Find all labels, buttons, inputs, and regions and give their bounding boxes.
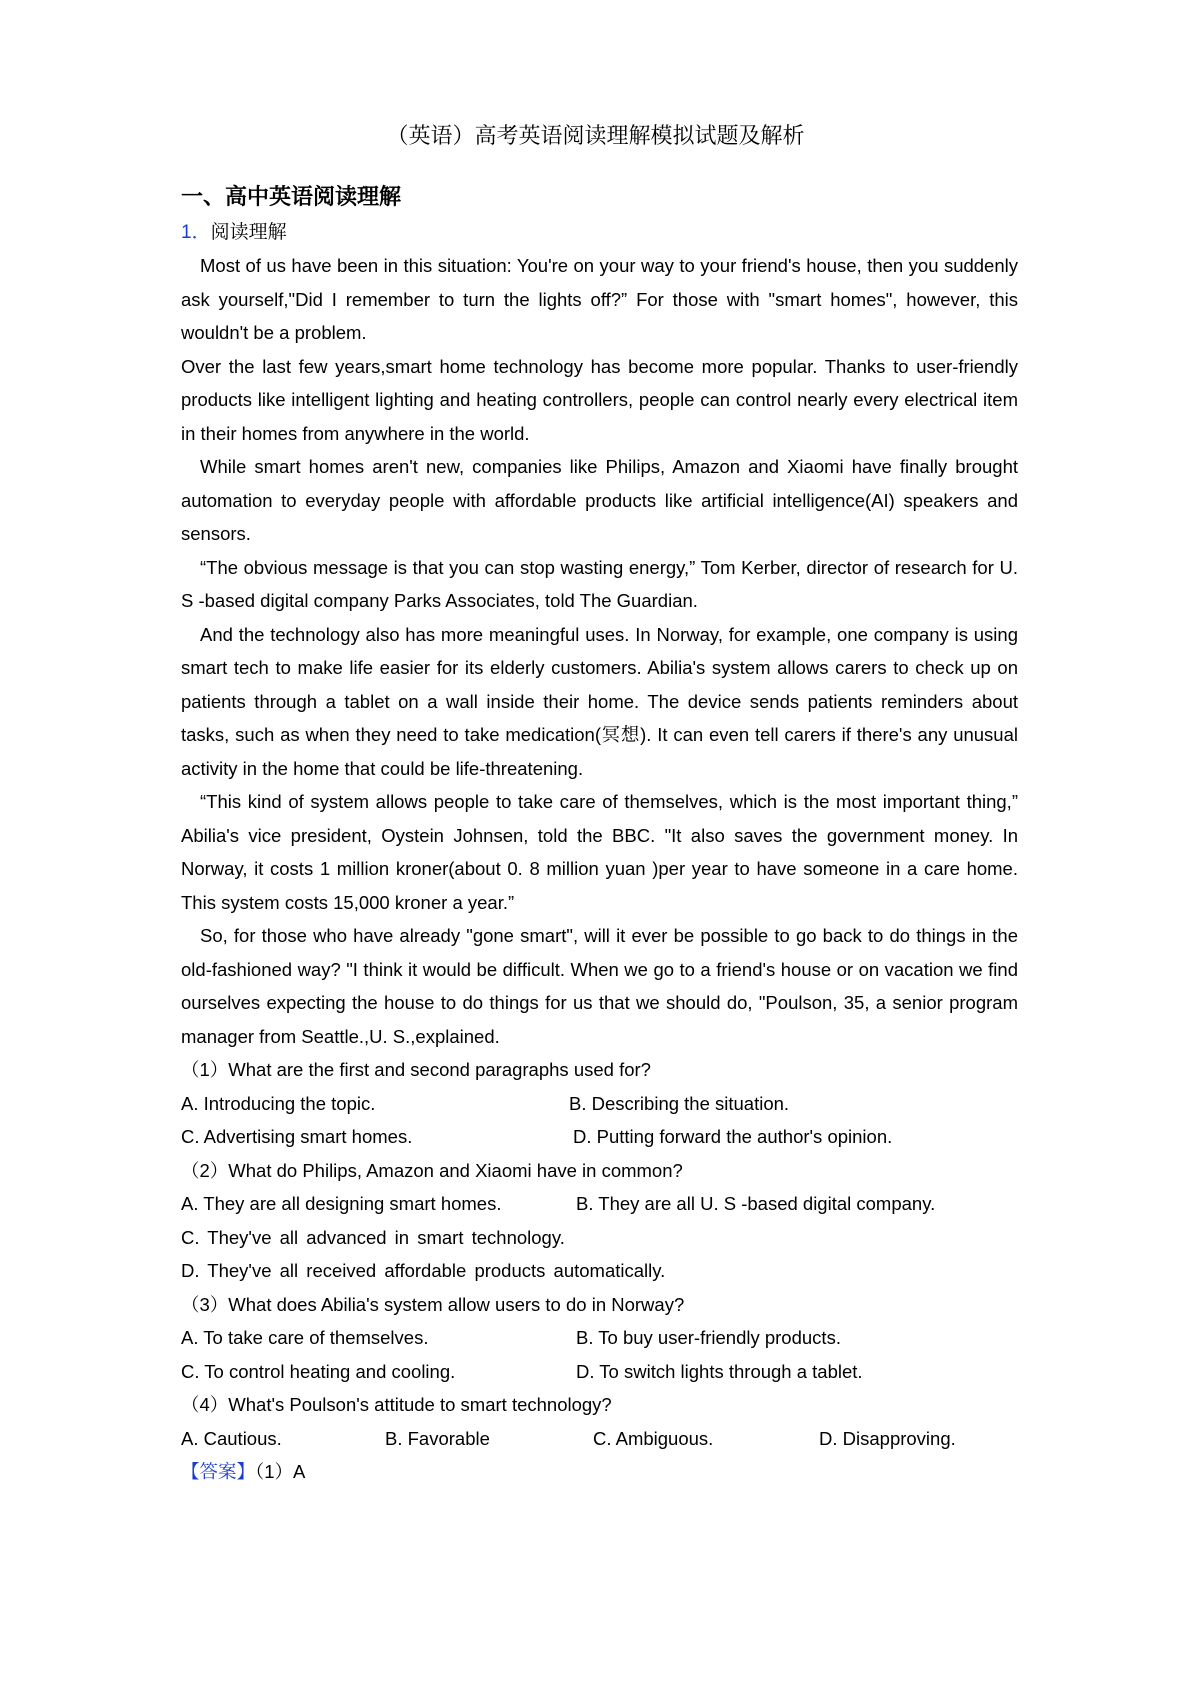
option-b: B. Favorable — [385, 1427, 490, 1449]
paragraph: So, for those who have already "gone smart", will it ever be possible to go back to do things in the old-fashioned way? "I think it would be difficult. When we go to a friend's house or on vacation we find ourselves expecting the house to do things for us that we should do, "Poulson, 35, a senior program manager from Seattle.,U. S.,explained. — [181, 925, 1018, 1047]
option-c: C. Ambiguous. — [593, 1427, 714, 1449]
option-row — [181, 1321, 1018, 1355]
question-header — [181, 219, 287, 246]
option-d: D. Disapproving. — [819, 1427, 956, 1449]
answer-tag: 【答案】 — [181, 1461, 256, 1482]
paragraph: “This kind of system allows people to take care of themselves, which is the most important thing,” Abilia's vice president, Oystein Johnsen, told the BBC. "It also saves the government money. In Norway, it costs 1 million kroner(about 0. 8 million yuan )per year to have someone in a care home. This system costs 15,000 kroner a year.” — [181, 791, 1018, 913]
option-row — [181, 1422, 1018, 1456]
option-d: D. Putting forward the author's opinion. — [573, 1126, 893, 1147]
option-c: C. Advertising smart homes. — [181, 1126, 413, 1147]
paragraph: While smart homes aren't new, companies like Philips, Amazon and Xiaomi have finally brought automation to everyday people with affordable products like artificial intelligence(AI) speakers and sensors. — [181, 456, 1018, 544]
option-c: C. They've all advanced in smart technology. — [181, 1226, 565, 1248]
section-heading: 一、高中英语阅读理解 — [181, 185, 402, 210]
question-type: 阅读理解 — [210, 221, 287, 243]
paragraph: “The obvious message is that you can stop wasting energy,” Tom Kerber, director of research for U. S -based digital company Parks Associates, told The Guardian. — [181, 556, 1018, 611]
option-d: D. To switch lights through a tablet. — [576, 1360, 863, 1382]
option-row — [181, 1187, 1018, 1221]
paragraph: Over the last few years,smart home technology has become more popular. Thanks to user-friendly products like intelligent lighting and heating controllers, people can control nearly every electrical item in their homes from anywhere in the world. — [181, 355, 1018, 444]
option-row — [181, 1221, 1018, 1288]
option-b: B. To buy user-friendly products. — [576, 1327, 841, 1348]
question-stem: （3）What does Abilia's system allow users to do in Norway? — [181, 1293, 685, 1315]
option-b: B. They are all U. S -based digital company. — [576, 1193, 936, 1214]
option-a: A. Introducing the topic. — [181, 1092, 376, 1114]
paragraph: Most of us have been in this situation: You're on your way to your friend's house, then you suddenly ask yourself,"Did I remember to turn the lights off?” For those with "smart homes", however, this wouldn't be a problem. — [181, 255, 1018, 343]
option-row — [181, 1355, 1018, 1389]
option-a: A. To take care of themselves. — [181, 1327, 429, 1348]
document-title: （英语）高考英语阅读理解模拟试题及解析 — [386, 124, 805, 149]
option-row — [181, 1087, 1018, 1121]
option-d: D. They've all received affordable products automatically. — [181, 1260, 666, 1281]
question-number: 1． — [181, 222, 211, 243]
question-stem: （1）What are the first and second paragraphs used for? — [181, 1059, 651, 1080]
answer-line — [181, 1455, 1018, 1489]
answer-text: （1）A — [255, 1461, 306, 1482]
option-c: C. To control heating and cooling. — [181, 1360, 456, 1382]
question-stem: （2）What do Philips, Amazon and Xiaomi have in common? — [181, 1159, 683, 1181]
option-a: A. They are all designing smart homes. — [181, 1193, 502, 1214]
passage-and-questions — [181, 249, 1018, 1489]
paragraph: And the technology also has more meaningful uses. In Norway, for example, one company is using smart tech to make life easier for its elderly customers. Abilia's system allows carers to check up on patients through a tablet on a wall inside their home. The device sends patients reminders about tasks, such as when they need to take medication(冥想). It can even tell carers if there's any unusual activity in the home that could be life-threatening. — [181, 623, 1018, 779]
option-a: A. Cautious. — [181, 1427, 282, 1449]
option-row — [181, 1120, 1018, 1154]
option-b: B. Describing the situation. — [569, 1092, 790, 1114]
question-stem: （4）What's Poulson's attitude to smart technology? — [181, 1394, 612, 1415]
